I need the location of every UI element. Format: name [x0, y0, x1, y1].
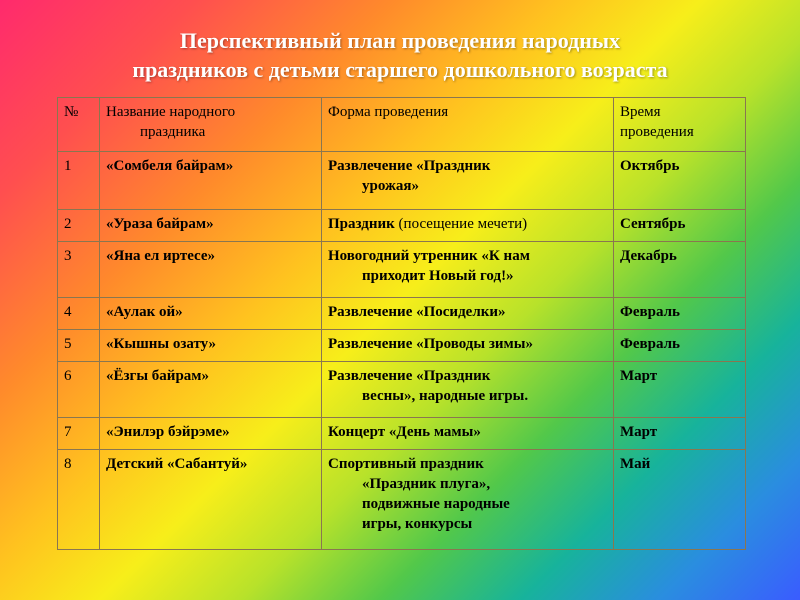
slide-title — [40, 26, 760, 84]
row-form-line1: Развлечение «Праздник — [328, 368, 491, 384]
row-name: «Ёзгы байрам» — [100, 362, 322, 418]
row-form: Развлечение «Посиделки» — [322, 298, 614, 330]
row-form: Развлечение «Проводы зимы» — [322, 330, 614, 362]
row-name: «Аулак ой» — [100, 298, 322, 330]
table-row — [58, 418, 746, 450]
row-form-line2: урожая» — [362, 178, 419, 194]
row-time: Сентябрь — [614, 210, 746, 242]
row-name: «Кышны озату» — [100, 330, 322, 362]
row-num: 7 — [58, 418, 100, 450]
row-form: Концерт «День мамы» — [322, 418, 614, 450]
table-row — [58, 210, 746, 242]
header-time — [614, 98, 746, 152]
table-row — [58, 362, 746, 418]
row-form-note: (посещение мечети) — [398, 216, 528, 232]
row-form-line2: приходит Новый год!» — [362, 268, 514, 284]
table-row — [58, 330, 746, 362]
row-form-line3: подвижные народные — [362, 496, 510, 512]
row-num: 3 — [58, 242, 100, 298]
row-num: 5 — [58, 330, 100, 362]
row-num: 4 — [58, 298, 100, 330]
row-form-main: Праздник — [328, 216, 395, 232]
row-form-line1: Спортивный праздник — [328, 456, 484, 472]
row-form — [322, 450, 614, 550]
holiday-plan-table — [57, 97, 746, 550]
title-line-1: Перспективный план проведения народных — [179, 28, 621, 53]
row-form — [322, 362, 614, 418]
row-name: «Сомбеля байрам» — [100, 152, 322, 210]
row-name: Детский «Сабантуй» — [100, 450, 322, 550]
title-line-2: праздников с детьми старшего дошкольного возраста — [132, 57, 668, 82]
header-time-line2: проведения — [620, 124, 694, 140]
row-time: Май — [614, 450, 746, 550]
table-row — [58, 298, 746, 330]
header-name — [100, 98, 322, 152]
row-name: «Яна ел иртесе» — [100, 242, 322, 298]
header-form: Форма проведения — [322, 98, 614, 152]
row-form — [322, 210, 614, 242]
row-time: Март — [614, 418, 746, 450]
row-name: «Ураза байрам» — [100, 210, 322, 242]
row-time: Февраль — [614, 330, 746, 362]
row-form-line2: весны», народные игры. — [362, 388, 529, 404]
row-form-line2: «Праздник плуга», — [362, 476, 491, 492]
row-time: Март — [614, 362, 746, 418]
row-form-line1: Развлечение «Праздник — [328, 158, 491, 174]
row-form-line4: игры, конкурсы — [362, 516, 473, 532]
row-form-line1: Новогодний утренник «К нам — [328, 248, 530, 264]
row-num: 6 — [58, 362, 100, 418]
row-time: Февраль — [614, 298, 746, 330]
table-row — [58, 450, 746, 550]
table-header-row — [58, 98, 746, 152]
header-name-line2: праздника — [140, 124, 206, 140]
row-time: Октябрь — [614, 152, 746, 210]
row-name: «Энилэр бэйрэме» — [100, 418, 322, 450]
row-form — [322, 152, 614, 210]
row-num: 1 — [58, 152, 100, 210]
row-form — [322, 242, 614, 298]
header-name-line1: Название народного — [106, 104, 236, 120]
row-num: 2 — [58, 210, 100, 242]
header-num: № — [58, 98, 100, 152]
table-row — [58, 152, 746, 210]
row-time: Декабрь — [614, 242, 746, 298]
header-time-line1: Время — [620, 104, 661, 120]
row-num: 8 — [58, 450, 100, 550]
table-row — [58, 242, 746, 298]
